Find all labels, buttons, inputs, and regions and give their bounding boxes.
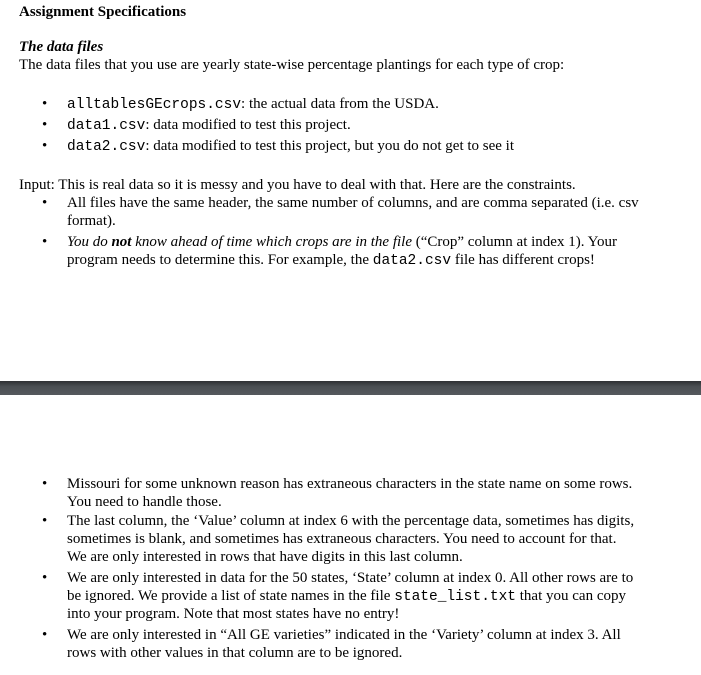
bullet-icon: •: [42, 627, 48, 643]
constraint-text: rows with other values in that column are to be ignored.: [67, 645, 403, 661]
file-name: data1.csv: [67, 118, 146, 134]
constraint-text: You need to handle those.: [67, 494, 222, 510]
file-item: [67, 137, 514, 156]
bullet-icon: •: [42, 234, 48, 250]
text-run: file has different crops!: [451, 252, 595, 268]
file-name: data2.csv: [67, 139, 146, 155]
constraint-text: We are only interested in data for the 50 states, ‘State’ column at index 0. All other rows are to: [67, 570, 634, 586]
document-title: Assignment Specifications: [19, 4, 187, 20]
text-run: know ahead of time which crops are in the file: [131, 234, 412, 250]
file-item: [67, 116, 351, 135]
constraint-text: All files have the same header, the same number of columns, and are comma separated (i.e. csv: [67, 195, 639, 211]
constraint-text: into your program. Note that most states have no entry!: [67, 606, 400, 622]
bullet-icon: •: [42, 138, 48, 154]
text-run: You do: [67, 234, 112, 250]
bullet-icon: •: [42, 476, 48, 492]
constraint-text: sometimes is blank, and sometimes has extraneous characters. You need to account for that.: [67, 531, 617, 547]
constraint-text: We are only interested in rows that have digits in this last column.: [67, 549, 463, 565]
file-desc: : the actual data from the USDA.: [241, 96, 439, 112]
file-name: alltablesGEcrops.csv: [67, 97, 242, 113]
section-heading: The data files: [19, 39, 104, 55]
bullet-icon: •: [42, 570, 48, 586]
bullet-icon: •: [42, 117, 48, 133]
text-run: program needs to determine this. For example, the: [67, 252, 373, 268]
text-run: that you can copy: [516, 588, 626, 604]
constraint-text: [67, 233, 617, 251]
text-run-bold: not: [111, 234, 132, 250]
text-run: be ignored. We provide a list of state names in the file: [67, 588, 395, 604]
constraint-text: We are only interested in “All GE varieties” indicated in the ‘Variety’ column at index 3. All: [67, 627, 621, 643]
file-name: state_list.txt: [394, 589, 517, 605]
input-intro: Input: This is real data so it is messy and you have to deal with that. Here are the constraints.: [19, 177, 576, 193]
constraint-text: format).: [67, 213, 116, 229]
constraint-text: Missouri for some unknown reason has extraneous characters in the state name on some rows.: [67, 476, 633, 492]
constraint-text: [67, 251, 595, 270]
bullet-icon: •: [42, 96, 48, 112]
page-separator: [0, 381, 701, 395]
text-run: (“Crop” column at index 1). Your: [412, 234, 617, 250]
section-intro: The data files that you use are yearly state-wise percentage plantings for each type of crop:: [19, 57, 565, 73]
file-desc: : data modified to test this project, but you do not get to see it: [145, 138, 515, 154]
file-name: data2.csv: [372, 253, 452, 269]
constraint-text: The last column, the ‘Value’ column at index 6 with the percentage data, sometimes has digits,: [67, 513, 635, 529]
file-item: [67, 95, 439, 114]
bullet-icon: •: [42, 195, 48, 211]
constraint-text: [67, 587, 626, 606]
file-desc: : data modified to test this project.: [145, 117, 351, 133]
bullet-icon: •: [42, 513, 48, 529]
